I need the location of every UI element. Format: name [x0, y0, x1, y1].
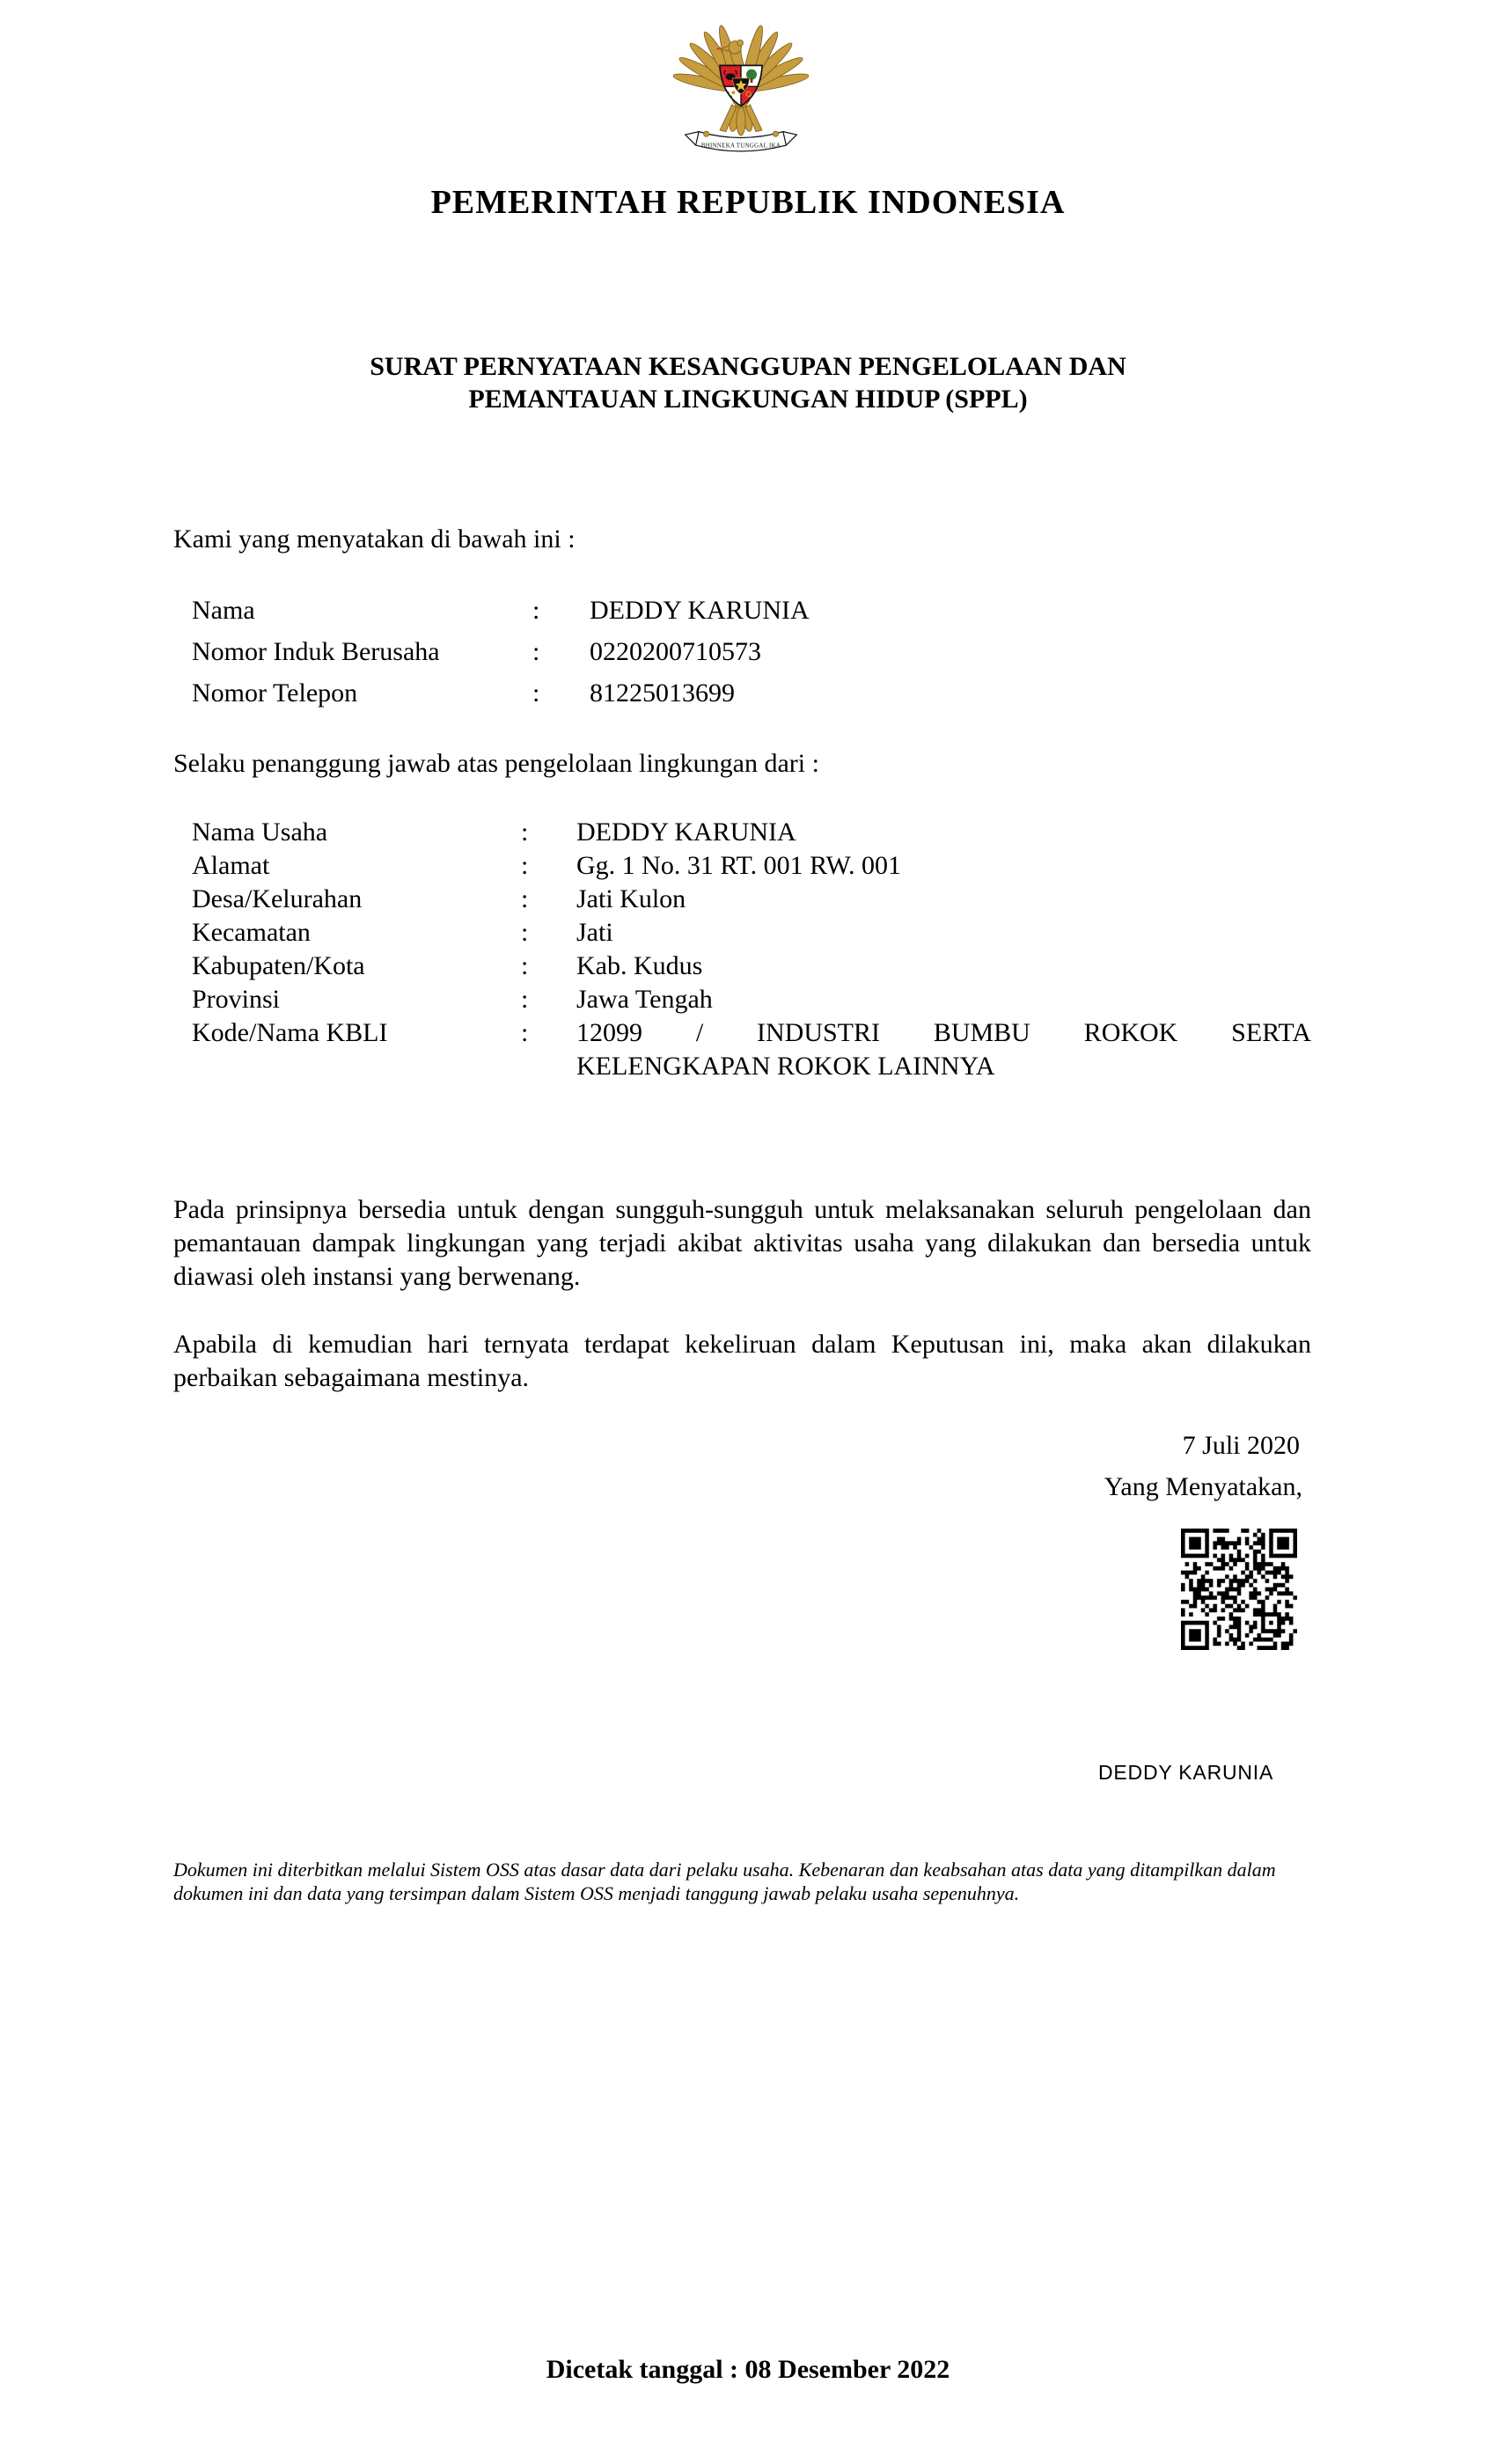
- statement-paragraph-2: [173, 1328, 1311, 1395]
- business-table: [192, 816, 1311, 1083]
- table-row: [192, 849, 1311, 883]
- colon-separator: :: [532, 596, 540, 625]
- colon-separator: :: [521, 851, 529, 880]
- signatory-name: DEDDY KARUNIA: [1098, 1761, 1274, 1784]
- table-value-line: 12099 / INDUSTRI BUMBU ROKOK SERTA: [576, 1018, 1311, 1047]
- table-row: [192, 590, 1311, 631]
- paragraph-line: diawasi oleh instansi yang berwenang.: [173, 1262, 581, 1291]
- table-label: Nomor Induk Berusaha: [192, 637, 440, 666]
- government-header-title: PEMERINTAH REPUBLIK INDONESIA: [430, 184, 1066, 221]
- table-value: DEDDY KARUNIA: [590, 596, 810, 625]
- table-value: Jati Kulon: [576, 884, 686, 913]
- table-value: 0220200710573: [590, 637, 761, 666]
- table-value: Kab. Kudus: [576, 951, 703, 980]
- table-value-line: KELENGKAPAN ROKOK LAINNYA: [576, 1052, 995, 1081]
- colon-separator: :: [521, 918, 529, 947]
- colon-separator: :: [521, 884, 529, 913]
- document-title-line2: PEMANTAUAN LINGKUNGAN HIDUP (SPPL): [468, 385, 1028, 414]
- table-row: [192, 950, 1311, 983]
- colon-separator: :: [532, 678, 540, 708]
- colon-separator: :: [532, 637, 540, 666]
- colon-separator: :: [521, 818, 529, 847]
- table-label: Desa/Kelurahan: [192, 884, 363, 913]
- table-row: [192, 816, 1311, 849]
- document-title: [0, 350, 1496, 415]
- paragraph-line: Dokumen ini diterbitkan melalui Sistem OSS atas dasar data dari pelaku usaha. Kebenaran dan keabsahan atas data yang ditampilkan dalam: [173, 1859, 1276, 1881]
- table-row: [192, 916, 1311, 950]
- colon-separator: :: [521, 1018, 529, 1047]
- intro-text: Kami yang menyatakan di bawah ini :: [173, 524, 576, 554]
- table-value: [576, 1016, 1311, 1083]
- table-row: [192, 672, 1311, 714]
- printed-date: Dicetak tanggal : 08 Desember 2022: [546, 2355, 950, 2384]
- table-label: Kabupaten/Kota: [192, 951, 365, 980]
- table-label: Provinsi: [192, 985, 281, 1014]
- paragraph-line: dokumen ini dan data yang tersimpan dalam Sistem OSS menjadi tanggung jawab pelaku usaha sepenuhnya.: [173, 1882, 1020, 1904]
- table-row: [192, 983, 1311, 1016]
- signature-date: 7 Juli 2020: [1182, 1431, 1300, 1460]
- table-value: DEDDY KARUNIA: [576, 818, 796, 847]
- garuda-pancasila-emblem-icon: [673, 12, 809, 164]
- table-value: Gg. 1 No. 31 RT. 001 RW. 001: [576, 851, 902, 880]
- table-value: Jati: [576, 918, 613, 947]
- oss-disclaimer: [173, 1858, 1326, 1905]
- paragraph-line: perbaikan sebagaimana mestinya.: [173, 1363, 530, 1392]
- table-label: Kecamatan: [192, 918, 311, 947]
- paragraph-line: pemantauan dampak lingkungan yang terjadi akibat aktivitas usaha yang dilakukan dan bersedia untuk: [173, 1228, 1311, 1258]
- signature-label: Yang Menyatakan,: [1104, 1472, 1302, 1501]
- statement-paragraph-1: [173, 1193, 1311, 1294]
- colon-separator: :: [521, 985, 529, 1014]
- document-title-line1: SURAT PERNYATAAN KESANGGUPAN PENGELOLAAN DAN: [370, 352, 1126, 381]
- table-label: Nama: [192, 596, 255, 625]
- table-label: Nomor Telepon: [192, 678, 358, 708]
- table-label: Kode/Nama KBLI: [192, 1018, 388, 1047]
- colon-separator: :: [521, 951, 529, 980]
- table-row: [192, 1016, 1311, 1083]
- table-row: [192, 883, 1311, 916]
- table-value: 81225013699: [590, 678, 735, 708]
- responsibility-intro-text: Selaku penanggung jawab atas pengelolaan lingkungan dari :: [173, 749, 819, 778]
- paragraph-line: Apabila di kemudian hari ternyata terdapat kekeliruan dalam Keputusan ini, maka akan dilakukan: [173, 1330, 1311, 1359]
- qr-code-icon: [1181, 1529, 1297, 1650]
- declarant-table: [192, 590, 1311, 714]
- table-value: Jawa Tengah: [576, 985, 713, 1014]
- motto-text: BHINNEKA TUNGGAL IKA: [700, 143, 781, 150]
- table-label: Alamat: [192, 851, 270, 880]
- paragraph-line: Pada prinsipnya bersedia untuk dengan sungguh-sungguh untuk melaksanakan seluruh pengelolaan dan: [173, 1195, 1311, 1224]
- table-label: Nama Usaha: [192, 818, 328, 847]
- table-row: [192, 631, 1311, 672]
